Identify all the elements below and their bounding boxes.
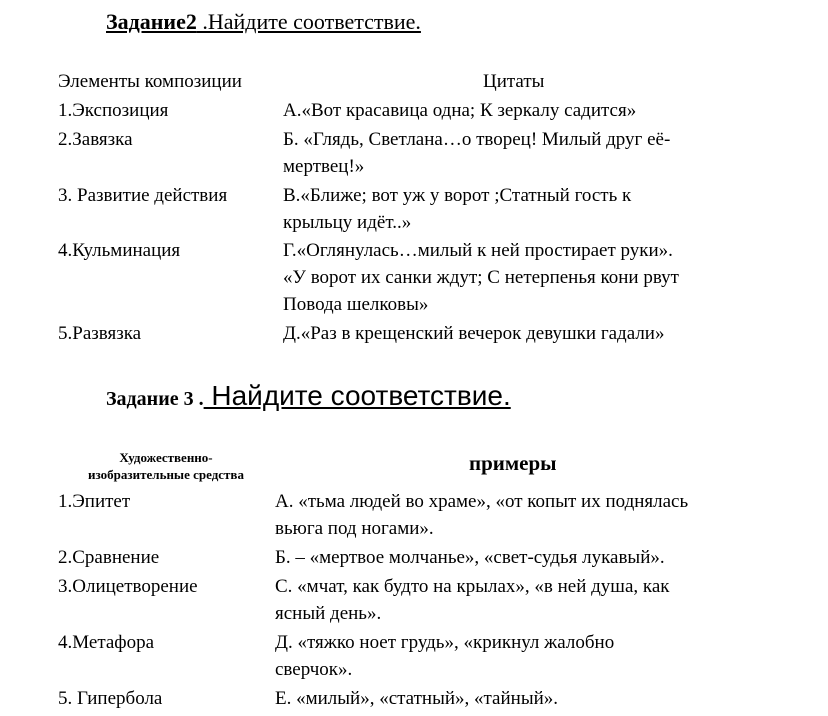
task2-row-3-right [283,182,631,236]
task3-row-5-left: 5. Гипербола [58,688,163,709]
task3-row-5-right [275,685,558,712]
task2-row-4-right [283,237,679,318]
task3-row-3-line-2: ясный день». [275,603,382,624]
task2-row-2-line-2: мертвец!» [283,156,365,177]
task2-row-5-right [283,320,664,347]
task3-header-left [58,449,274,483]
task2-row-1-line-1: А.«Вот красавица одна; К зеркалу садится» [283,100,637,121]
task3-row-1-right [275,488,688,542]
task3-row-4-line-2: сверчок». [275,659,353,680]
task2-title-text: .Найдите соответствие. [196,9,421,34]
task2-title [106,9,421,35]
task2-row-4-left: 4.Кульминация [58,240,181,261]
task2-row-4-line-2: «У ворот их санки ждут; С нетерпенья кони рвут [283,267,679,288]
task3-row-4-line-1: Д. «тяжко ноет грудь», «крикнул жалобно [275,632,615,653]
task2-row-4-line-1: Г.«Оглянулась…милый к ней простирает руки». [283,240,673,261]
task2-row-2-right [283,126,670,180]
task3-row-4-left: 4.Метафора [58,632,155,653]
task2-title-label: Задание2 [106,9,197,34]
task2-row-4-line-3: Повода шелковы» [283,294,429,315]
task3-title-text: Найдите соответствие. [203,380,511,411]
task3-row-3-right [275,573,669,627]
task2-row-5-left: 5.Развязка [58,323,142,344]
task3-row-2-right [275,544,665,571]
task2-header-left: Элементы композиции [58,71,242,92]
task3-row-3-line-1: С. «мчат, как будто на крылах», «в ней душа, как [275,576,670,597]
task3-header-left-line-1: Художественно- [119,450,213,465]
task3-header-left-line-2: изобразительные средства [88,467,244,482]
task3-row-3-left: 3.Олицетворение [58,576,198,597]
task2-row-5-line-1: Д.«Раз в крещенский вечерок девушки гадали» [283,323,665,344]
task3-row-1-line-1: А. «тьма людей во храме», «от копыт их поднялась [275,491,689,512]
task3-row-4-right [275,629,614,683]
task2-header-right: Цитаты [483,71,545,92]
task2-row-3-line-2: крыльцу идёт..» [283,212,412,233]
task2-row-3-line-1: В.«Ближе; вот уж у ворот ;Статный гость к [283,185,632,206]
task2-row-1-right [283,97,636,124]
task3-row-2-left: 2.Сравнение [58,547,160,568]
task3-row-1-line-2: вьюга под ногами». [275,518,434,539]
task2-row-1-left: 1.Экспозиция [58,100,169,121]
task2-row-2-line-1: Б. «Глядь, Светлана…о творец! Милый друг её- [283,129,671,150]
task3-row-2-line-1: Б. – «мертвое молчанье», «свет-судья лукавый». [275,547,665,568]
task3-row-5-line-1: Е. «милый», «статный», «тайный». [275,688,559,709]
task3-header-right: примеры [469,451,557,475]
task3-row-1-left: 1.Эпитет [58,491,131,512]
task3-title [106,380,511,412]
task2-row-2-left: 2.Завязка [58,129,133,150]
task3-title-label: Задание 3 . [106,388,204,410]
task2-row-3-left: 3. Развитие действия [58,185,228,206]
